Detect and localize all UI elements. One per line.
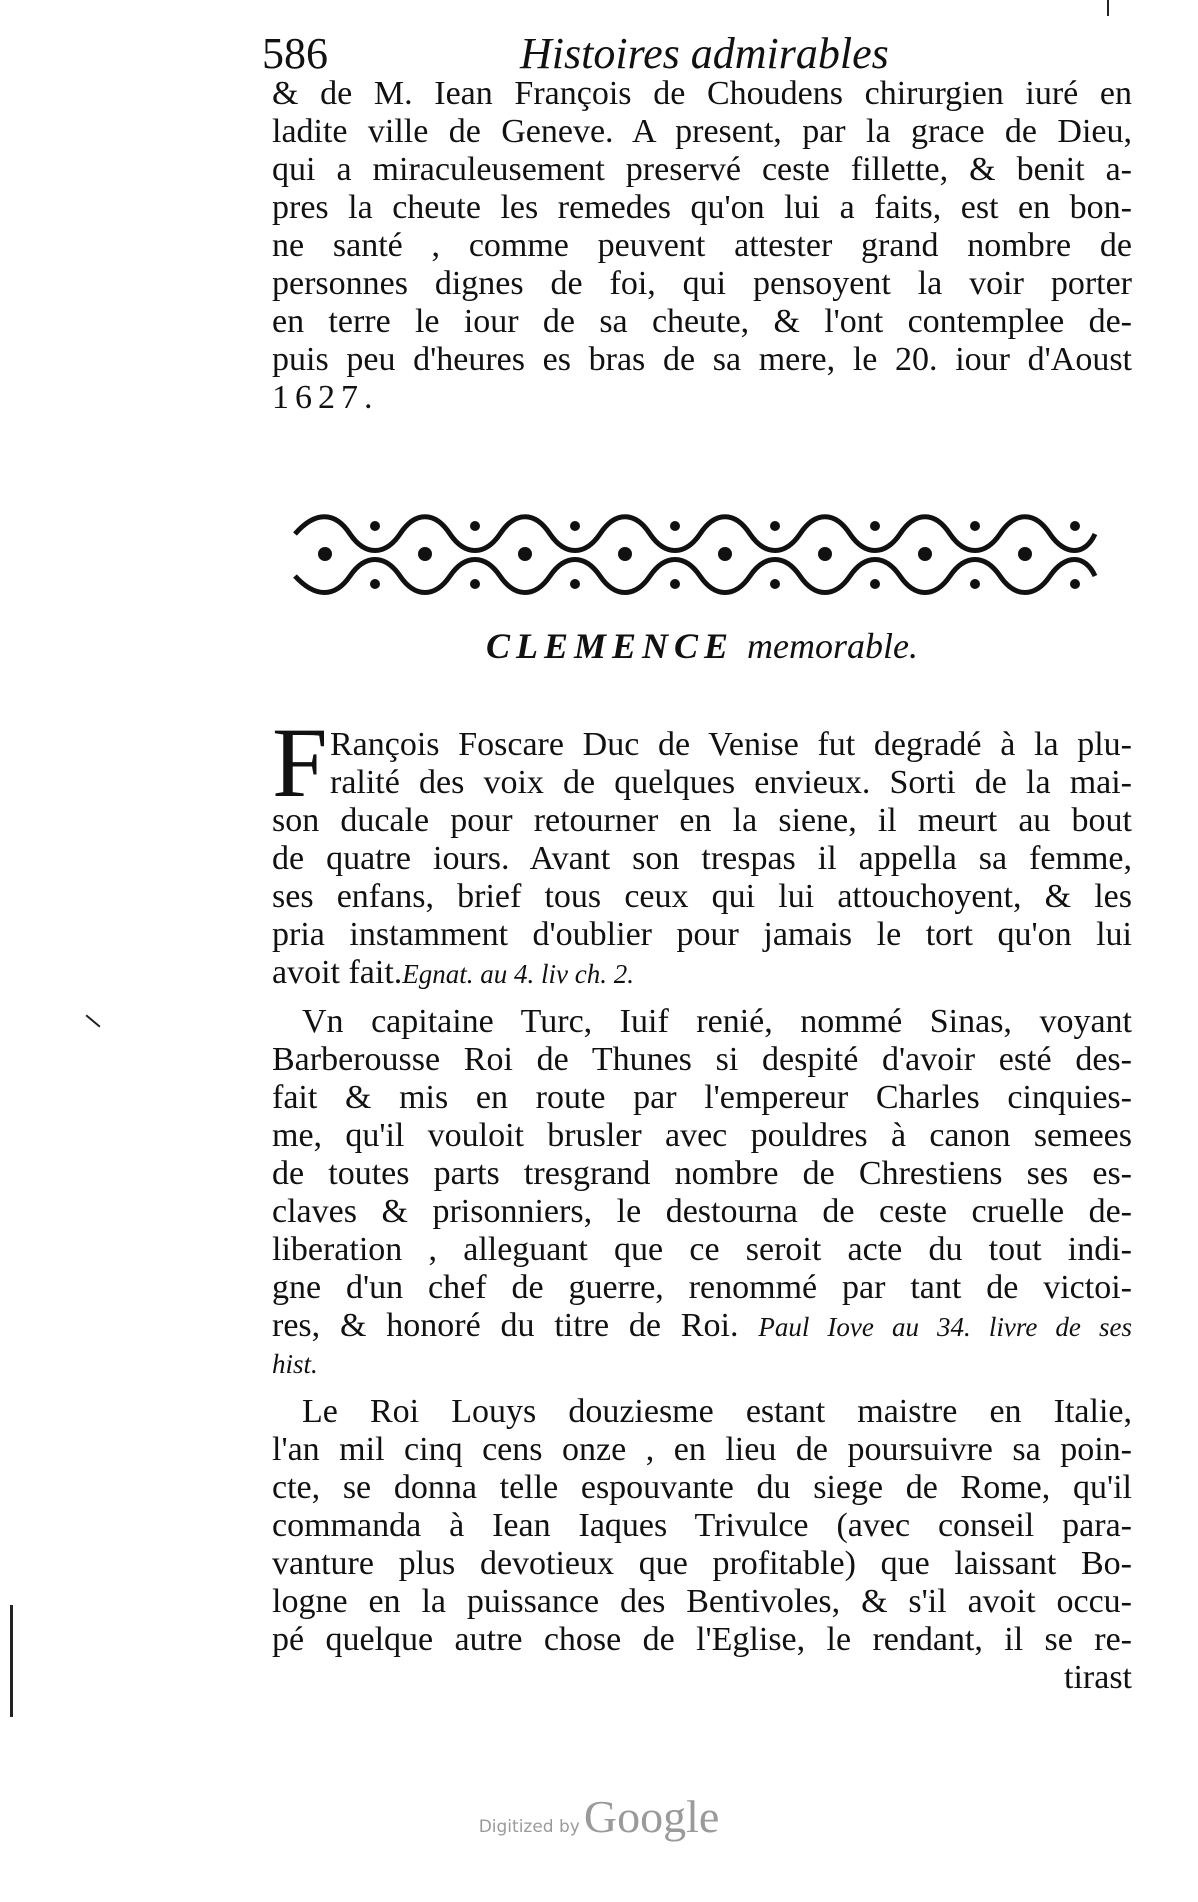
text-line bbox=[272, 1306, 1132, 1347]
text-line: personnes dignes de foi, qui pensoyent la voir porter bbox=[272, 265, 1132, 302]
google-wordmark: Google bbox=[583, 1791, 720, 1842]
text-line: pé quelque autre chose de l'Eglise, le rendant, il se re- bbox=[272, 1621, 1132, 1658]
scan-mark bbox=[1107, 0, 1109, 16]
text-line: ladite ville de Geneve. A present, par la grace de Dieu, bbox=[272, 113, 1132, 150]
text-line: vanture plus devotieux que profitable) que laissant Bo- bbox=[272, 1545, 1132, 1582]
text-line: pres la cheute les remedes qu'on lui a faits, est en bon- bbox=[272, 189, 1132, 226]
section-title-caps: CLEMENCE bbox=[485, 626, 735, 666]
text-line: fait & mis en route par l'empereur Charles cinquies- bbox=[272, 1079, 1132, 1116]
text-line bbox=[272, 953, 1132, 994]
text-line: logne en la puissance des Bentivoles, & s'il avoit occu- bbox=[272, 1583, 1132, 1620]
text-line: ne santé , comme peuvent attester grand nombre de bbox=[272, 227, 1132, 264]
text-line: gne d'un chef de guerre, renommé par tant de victoi- bbox=[272, 1269, 1132, 1306]
text-line: de quatre iours. Avant son trespas il appella sa femme, bbox=[272, 840, 1132, 877]
text-line: son ducale pour retourner en la siene, il meurt au bout bbox=[272, 802, 1132, 839]
text-line: en terre le iour de sa cheute, & l'ont contemplee de- bbox=[272, 303, 1132, 340]
text-line: commanda à Iean Iaques Trivulce (avec conseil para- bbox=[272, 1507, 1132, 1544]
page-number: 586 bbox=[262, 29, 328, 78]
text-line: l'an mil cinq cens onze , en lieu de poursuivre sa poin- bbox=[272, 1431, 1132, 1468]
text-line: puis peu d'heures es bras de sa mere, le 20. iour d'Aoust bbox=[272, 341, 1132, 378]
text-line: ralité des voix de quelques envieux. Sorti de la mai- bbox=[330, 764, 1132, 801]
section-title-rest: memorable. bbox=[747, 626, 919, 666]
text-fragment: res, & honoré du titre de Roi. bbox=[272, 1307, 739, 1344]
text-line: qui a miraculeusement preservé ceste fillette, & benit a- bbox=[272, 151, 1132, 188]
text-line: me, qu'il vouloit brusler avec pouldres à canon semees bbox=[272, 1117, 1132, 1154]
scan-mark bbox=[85, 1014, 100, 1027]
text-line: ses enfans, brief tous ceux qui lui attouchoyent, & les bbox=[272, 878, 1132, 915]
digitization-footer bbox=[0, 1790, 1198, 1843]
citation: Paul Iove au 34. livre de ses bbox=[758, 1312, 1132, 1342]
text-line: claves & prisonniers, le destourna de ceste cruelle de- bbox=[272, 1193, 1132, 1230]
text-fragment: avoit fait. bbox=[272, 954, 403, 991]
text-line: Le Roi Louys douziesme estant maistre en Italie, bbox=[302, 1393, 1132, 1430]
section-title bbox=[272, 625, 1132, 667]
text-line: Vn capitaine Turc, Iuif renié, nommé Sinas, voyant bbox=[302, 1003, 1132, 1040]
citation-continued: hist. bbox=[272, 1349, 318, 1379]
citation: Egnat. au 4. liv ch. 2. bbox=[402, 959, 635, 989]
scan-mark bbox=[10, 1605, 13, 1717]
text-line: Barberousse Roi de Thunes si despité d'avoir esté des- bbox=[272, 1041, 1132, 1078]
drop-cap: F bbox=[272, 707, 328, 818]
text-line: cte, se donna telle espouvante du siege de Rome, qu'il bbox=[272, 1469, 1132, 1506]
ornamental-headband bbox=[290, 506, 1100, 602]
text-line: & de M. Iean François de Choudens chirurgien iuré en bbox=[272, 75, 1132, 112]
catchword: tirast bbox=[1064, 1659, 1132, 1696]
text-line: 1627. bbox=[272, 379, 379, 416]
text-line: de toutes parts tresgrand nombre de Chrestiens ses es- bbox=[272, 1155, 1132, 1192]
text-line: liberation , alleguant que ce seroit acte du tout indi- bbox=[272, 1231, 1132, 1268]
running-title: Histoires admirables bbox=[520, 29, 889, 78]
digitized-by-label: Digitized by bbox=[478, 1817, 580, 1837]
text-line: Rançois Foscare Duc de Venise fut degradé à la plu- bbox=[330, 726, 1132, 763]
text-line: pria instamment d'oublier pour jamais le tort qu'on lui bbox=[272, 916, 1132, 953]
